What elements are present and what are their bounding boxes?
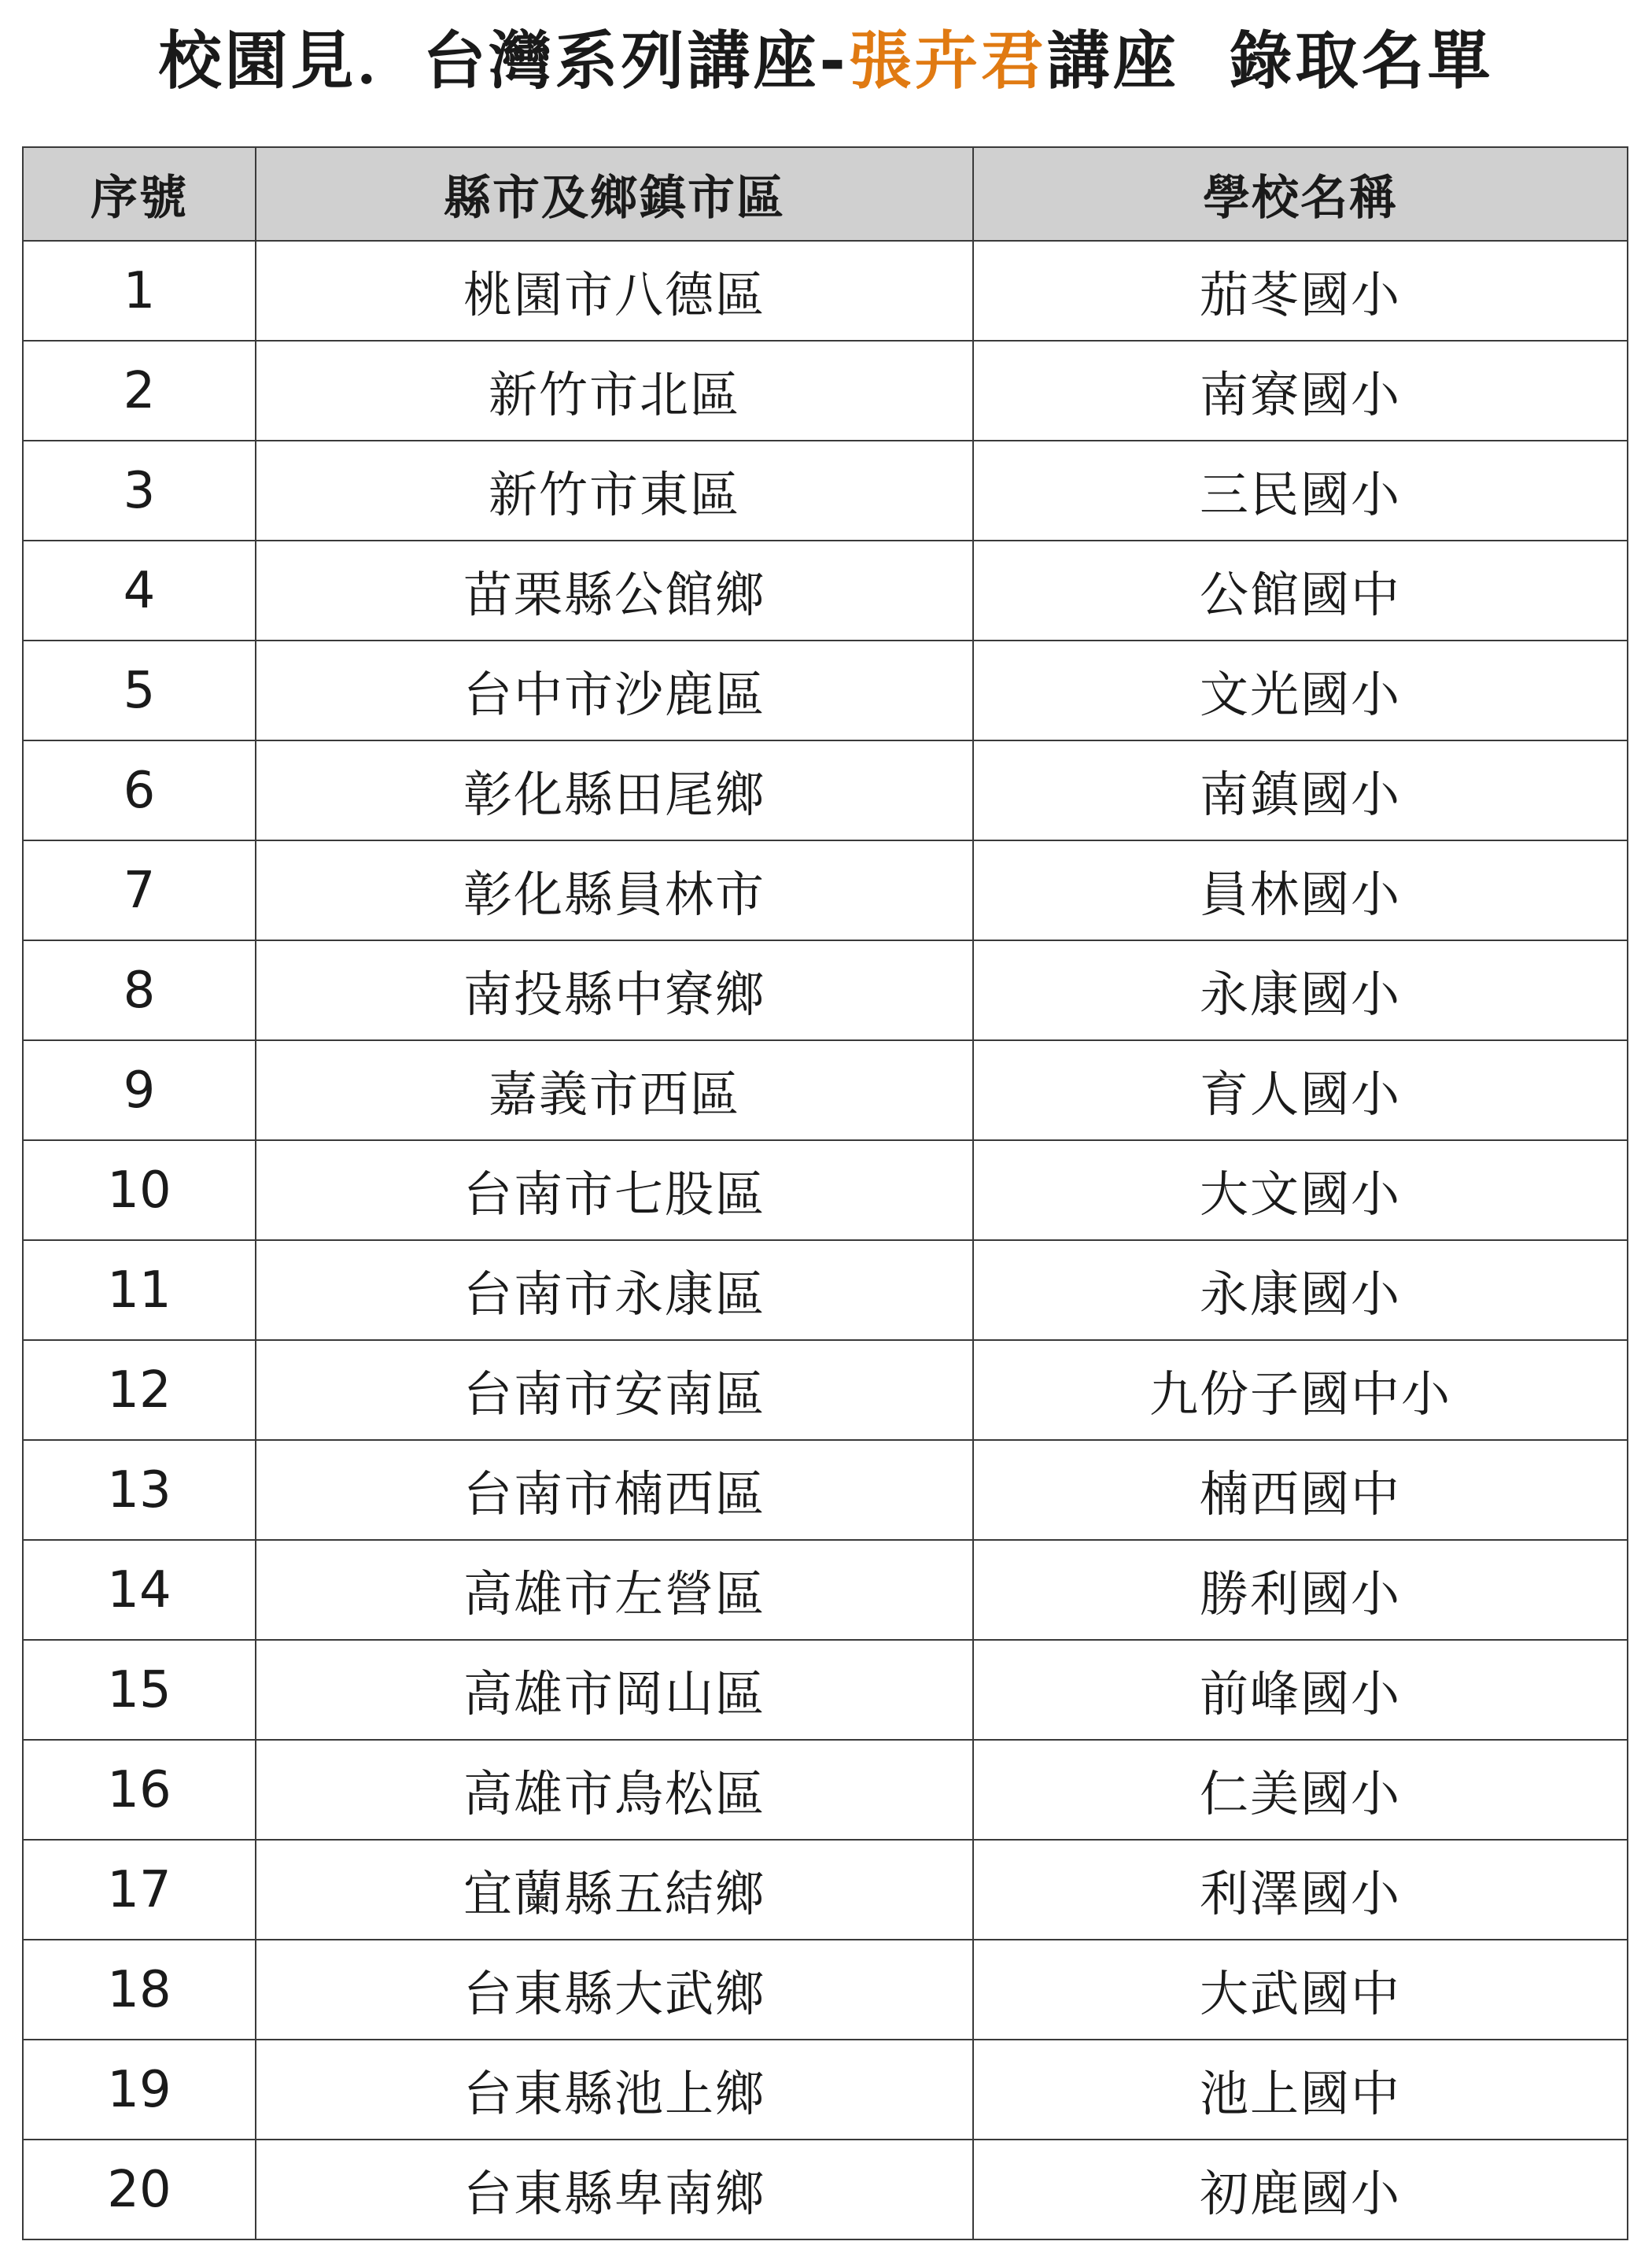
row-area: 新竹市東區: [256, 441, 973, 541]
row-school: 南鎮國小: [973, 740, 1628, 840]
header-number: 序號: [23, 147, 256, 241]
row-number: 15: [23, 1640, 256, 1740]
row-school: 大文國小: [973, 1140, 1628, 1240]
row-area: 台南市安南區: [256, 1340, 973, 1440]
row-school: 文光國小: [973, 641, 1628, 740]
table-row: [23, 1640, 1628, 1740]
title-suffix: 講座 錄取名單: [1046, 24, 1494, 98]
row-area: 桃園市八德區: [256, 241, 973, 341]
table-row: [23, 940, 1628, 1040]
table-row: [23, 740, 1628, 840]
row-number: 9: [23, 1040, 256, 1140]
header-area: 縣市及鄉鎮市區: [256, 147, 973, 241]
row-area: 宜蘭縣五結鄉: [256, 1840, 973, 1940]
row-number: 17: [23, 1840, 256, 1940]
table-row: [23, 641, 1628, 740]
row-school: 永康國小: [973, 940, 1628, 1040]
row-area: 台南市七股區: [256, 1140, 973, 1240]
row-number: 7: [23, 840, 256, 940]
table-row: [23, 840, 1628, 940]
table-row: [23, 1240, 1628, 1340]
table-row: [23, 2040, 1628, 2140]
row-area: 苗栗縣公館鄉: [256, 541, 973, 641]
row-school: 勝利國小: [973, 1540, 1628, 1640]
row-number: 3: [23, 441, 256, 541]
row-number: 14: [23, 1540, 256, 1640]
table-row: [23, 1940, 1628, 2040]
row-area: 台南市永康區: [256, 1240, 973, 1340]
row-number: 11: [23, 1240, 256, 1340]
row-number: 20: [23, 2140, 256, 2239]
table-row: [23, 341, 1628, 441]
table-row: [23, 441, 1628, 541]
row-number: 8: [23, 940, 256, 1040]
header-school: 學校名稱: [973, 147, 1628, 241]
table-row: [23, 2140, 1628, 2239]
row-number: 5: [23, 641, 256, 740]
row-school: 楠西國中: [973, 1440, 1628, 1540]
row-area: 台東縣池上鄉: [256, 2040, 973, 2140]
row-area: 台南市楠西區: [256, 1440, 973, 1540]
admission-list-table: [22, 146, 1628, 2240]
title-speaker-name: 張卉君: [848, 24, 1047, 98]
table-row: [23, 1140, 1628, 1240]
row-area: 高雄市左營區: [256, 1540, 973, 1640]
row-number: 6: [23, 740, 256, 840]
row-school: 仁美國小: [973, 1740, 1628, 1840]
row-school: 南寮國小: [973, 341, 1628, 441]
row-school: 大武國中: [973, 1940, 1628, 2040]
row-school: 利澤國小: [973, 1840, 1628, 1940]
row-area: 嘉義市西區: [256, 1040, 973, 1140]
row-school: 三民國小: [973, 441, 1628, 541]
row-number: 18: [23, 1940, 256, 2040]
table-row: [23, 241, 1628, 341]
row-area: 台東縣卑南鄉: [256, 2140, 973, 2239]
table-row: [23, 1440, 1628, 1540]
row-area: 南投縣中寮鄉: [256, 940, 973, 1040]
table-row: [23, 1740, 1628, 1840]
row-area: 高雄市岡山區: [256, 1640, 973, 1740]
row-school: 池上國中: [973, 2040, 1628, 2140]
row-number: 4: [23, 541, 256, 641]
row-school: 初鹿國小: [973, 2140, 1628, 2239]
row-school: 員林國小: [973, 840, 1628, 940]
table-row: [23, 1540, 1628, 1640]
row-area: 台中市沙鹿區: [256, 641, 973, 740]
row-school: 公館國中: [973, 541, 1628, 641]
row-number: 16: [23, 1740, 256, 1840]
row-school: 茄苳國小: [973, 241, 1628, 341]
row-number: 10: [23, 1140, 256, 1240]
table-row: [23, 1840, 1628, 1940]
row-school: 九份子國中小: [973, 1340, 1628, 1440]
row-area: 彰化縣員林市: [256, 840, 973, 940]
table-row: [23, 1040, 1628, 1140]
row-school: 育人國小: [973, 1040, 1628, 1140]
row-number: 12: [23, 1340, 256, 1440]
page-title: [0, 14, 1652, 109]
row-area: 彰化縣田尾鄉: [256, 740, 973, 840]
row-school: 前峰國小: [973, 1640, 1628, 1740]
row-number: 19: [23, 2040, 256, 2140]
row-area: 台東縣大武鄉: [256, 1940, 973, 2040]
table-row: [23, 541, 1628, 641]
row-number: 13: [23, 1440, 256, 1540]
row-area: 高雄市鳥松區: [256, 1740, 973, 1840]
title-prefix: 校園見．台灣系列講座-: [158, 24, 849, 98]
row-school: 永康國小: [973, 1240, 1628, 1340]
row-number: 1: [23, 241, 256, 341]
row-area: 新竹市北區: [256, 341, 973, 441]
table-header-row: [23, 147, 1628, 241]
row-number: 2: [23, 341, 256, 441]
table-row: [23, 1340, 1628, 1440]
